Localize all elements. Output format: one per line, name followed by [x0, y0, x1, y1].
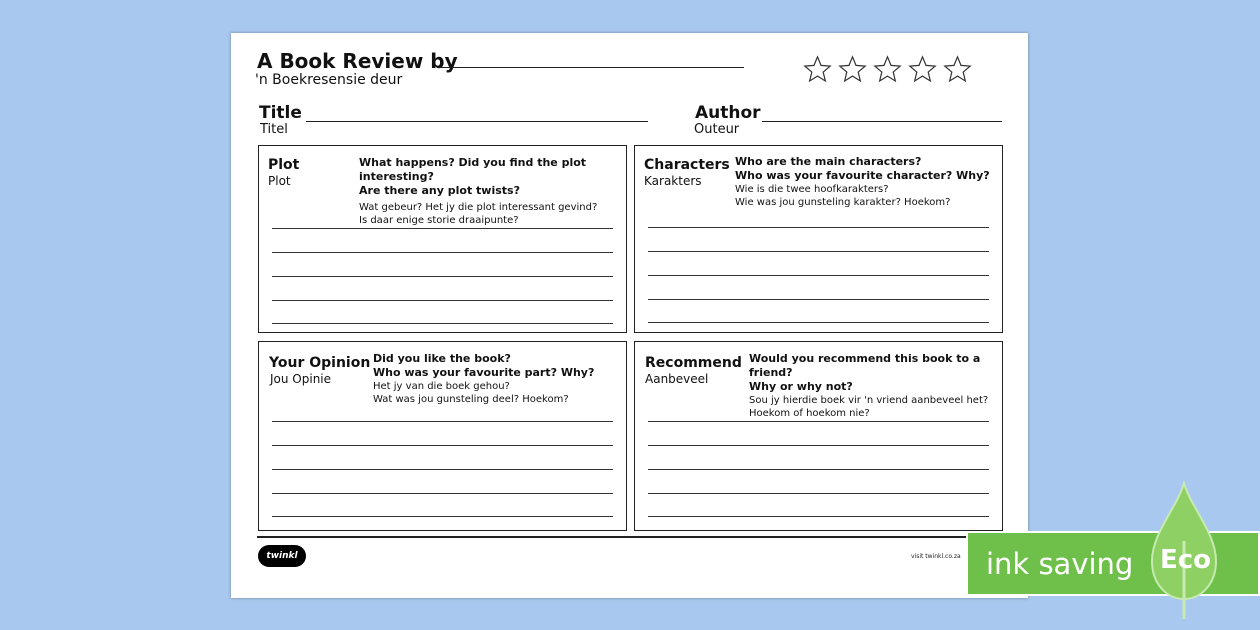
question-af: Is daar enige storie draaipunte? [359, 215, 519, 226]
question-en: Who was your favourite character? Why? [735, 169, 990, 182]
question-af: Wie is die twee hoofkarakters? [735, 184, 889, 195]
eco-label: Eco [1160, 545, 1212, 575]
panel-questions [735, 155, 990, 209]
writing-line[interactable] [272, 493, 613, 494]
title-label: Title [259, 103, 302, 123]
writing-line[interactable] [648, 445, 989, 446]
star-icon[interactable] [943, 55, 972, 84]
twinkl-logo: twinkl [258, 545, 306, 567]
writing-line[interactable] [272, 252, 613, 253]
writing-line[interactable] [272, 276, 613, 277]
author-label: Author [695, 103, 761, 123]
writing-line[interactable] [648, 493, 989, 494]
panel-questions [373, 352, 594, 406]
question-af: Sou jy hierdie boek vir 'n vriend aanbeveel het? [749, 395, 989, 406]
panel-questions [359, 156, 626, 227]
question-en: Who was your favourite part? Why? [373, 366, 595, 379]
writing-line[interactable] [648, 251, 989, 252]
title-line[interactable] [306, 121, 648, 122]
writing-line[interactable] [648, 275, 989, 276]
opinion-panel [258, 341, 627, 531]
badge-text: ink saving [986, 547, 1134, 581]
panel-subtitle: Jou Opinie [270, 372, 332, 386]
recommend-panel [634, 341, 1003, 531]
rating-stars[interactable] [803, 55, 972, 84]
panel-title: Your Opinion [269, 355, 371, 371]
author-line[interactable] [762, 121, 1002, 122]
question-af: Wat was jou gunsteling deel? Hoekom? [373, 394, 569, 405]
star-icon[interactable] [873, 55, 902, 84]
question-en: Why or why not? [749, 380, 853, 393]
writing-line[interactable] [272, 323, 613, 324]
question-en: Who are the main characters? [735, 155, 922, 168]
star-icon[interactable] [803, 55, 832, 84]
writing-line[interactable] [272, 421, 613, 422]
writing-line[interactable] [648, 516, 989, 517]
writing-line[interactable] [272, 469, 613, 470]
worksheet-subtitle: 'n Boekresensie deur [255, 72, 403, 88]
title-sublabel: Titel [260, 122, 288, 137]
writing-line[interactable] [648, 299, 989, 300]
panel-title: Recommend [645, 355, 742, 371]
star-icon[interactable] [838, 55, 867, 84]
star-icon[interactable] [908, 55, 937, 84]
panel-title: Characters [644, 157, 730, 173]
writing-line[interactable] [272, 300, 613, 301]
writing-line[interactable] [648, 227, 989, 228]
footer-divider [257, 536, 1002, 538]
question-en: What happens? Did you find the plot interesting? [359, 156, 587, 183]
worksheet-page [231, 33, 1028, 598]
writing-line[interactable] [648, 322, 989, 323]
writing-line[interactable] [648, 421, 989, 422]
panel-questions [749, 352, 1002, 420]
visit-url: visit twinkl.co.za [911, 553, 961, 560]
panel-title: Plot [268, 157, 300, 173]
question-af: Het jy van die boek gehou? [373, 381, 510, 392]
question-en: Did you like the book? [373, 352, 511, 365]
name-line[interactable] [439, 67, 744, 68]
author-sublabel: Outeur [694, 122, 740, 137]
panel-subtitle: Aanbeveel [645, 372, 709, 386]
panel-subtitle: Plot [268, 174, 291, 188]
panel-subtitle: Karakters [644, 174, 702, 188]
writing-line[interactable] [648, 469, 989, 470]
worksheet-title: A Book Review by [257, 49, 458, 73]
question-en: Would you recommend this book to a friend? [749, 352, 981, 379]
question-af: Wat gebeur? Het jy die plot interessant gevind? [359, 202, 598, 213]
writing-line[interactable] [272, 516, 613, 517]
question-af: Hoekom of hoekom nie? [749, 408, 870, 419]
plot-panel [258, 145, 627, 333]
writing-line[interactable] [272, 445, 613, 446]
characters-panel [634, 145, 1003, 333]
question-af: Wie was jou gunsteling karakter? Hoekom? [735, 197, 951, 208]
question-en: Are there any plot twists? [359, 184, 520, 197]
writing-line[interactable] [272, 228, 613, 229]
